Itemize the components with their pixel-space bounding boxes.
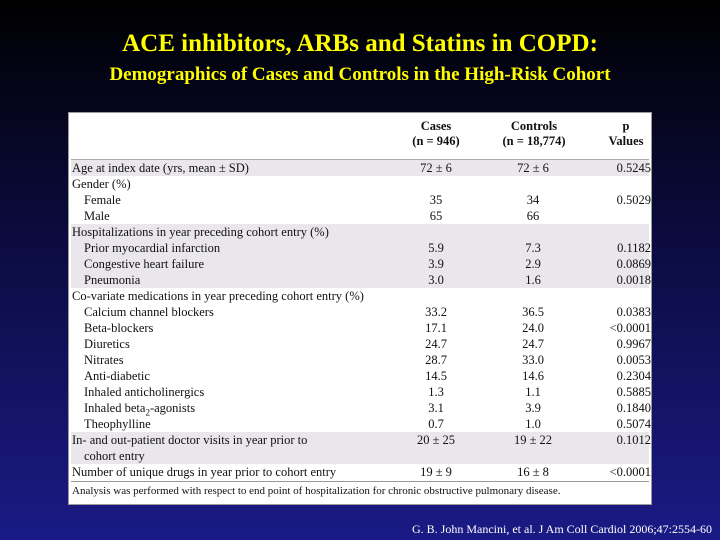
row-label: Number of unique drugs in year prior to cohort entry xyxy=(72,465,337,479)
row-label: Congestive heart failure xyxy=(84,257,205,271)
slide-subtitle: Demographics of Cases and Controls in the High-Risk Cohort xyxy=(109,64,611,85)
cases-value: 24.7 xyxy=(425,337,447,351)
controls-value: 24.0 xyxy=(522,321,544,335)
table-row xyxy=(71,320,649,336)
controls-value: 1.1 xyxy=(525,385,541,399)
header-cases-n: (n = 946) xyxy=(412,134,460,148)
row-label: Age at index date (yrs, mean ± SD) xyxy=(72,161,249,175)
table-row xyxy=(71,159,649,176)
cases-value: 35 xyxy=(429,193,443,207)
p-value: 0.0053 xyxy=(616,353,651,367)
p-value: <0.0001 xyxy=(609,321,651,335)
table-row xyxy=(71,400,649,416)
cases-value: 72 ± 6 xyxy=(420,161,452,175)
header-controls-n: (n = 18,774) xyxy=(502,134,566,148)
p-value: 0.0869 xyxy=(616,257,651,271)
table-row xyxy=(71,224,649,240)
row-label: Inhaled anticholinergics xyxy=(84,385,205,399)
p-value: 0.9967 xyxy=(616,337,651,351)
p-value: 0.0018 xyxy=(616,273,651,287)
row-label-main: Inhaled beta xyxy=(84,401,146,415)
row-label-tail: -agonists xyxy=(149,401,196,415)
row-label: Theophylline xyxy=(84,417,151,431)
cases-value: 0.7 xyxy=(428,417,444,431)
p-value: 0.1840 xyxy=(616,401,651,415)
header-p-values xyxy=(596,119,656,149)
header-cases-title: Cases xyxy=(420,119,452,133)
row-label: Gender (%) xyxy=(72,177,131,191)
row-label: Co-variate medications in year preceding cohort entry (%) xyxy=(72,289,364,303)
cases-value: 1.3 xyxy=(428,385,444,399)
cases-value: 28.7 xyxy=(425,353,447,367)
cases-value: 3.1 xyxy=(428,401,444,415)
row-label: Pneumonia xyxy=(84,273,141,287)
cases-value: 65 xyxy=(429,209,443,223)
row-label: Diuretics xyxy=(84,337,130,351)
header-controls xyxy=(491,119,577,149)
table-header xyxy=(71,117,649,165)
table-row xyxy=(71,384,649,400)
controls-value: 3.9 xyxy=(525,401,541,415)
p-value: 0.5885 xyxy=(616,385,651,399)
p-value: 0.5029 xyxy=(616,193,651,207)
cases-value: 3.9 xyxy=(428,257,444,271)
table-row xyxy=(71,352,649,368)
controls-value: 19 ± 22 xyxy=(513,433,553,447)
controls-value: 16 ± 8 xyxy=(517,465,549,479)
cases-value: 17.1 xyxy=(425,321,447,335)
controls-value: 24.7 xyxy=(522,337,544,351)
header-cases xyxy=(404,119,468,149)
cases-value: 19 ± 9 xyxy=(420,465,452,479)
row-label: Beta-blockers xyxy=(84,321,154,335)
row-label-continued: cohort entry xyxy=(84,449,145,463)
controls-value: 66 xyxy=(526,209,540,223)
table-row xyxy=(71,208,649,224)
controls-value: 36.5 xyxy=(522,305,544,319)
table-row xyxy=(71,336,649,352)
cases-value: 3.0 xyxy=(428,273,444,287)
controls-value: 1.6 xyxy=(525,273,541,287)
p-value: 0.2304 xyxy=(616,369,651,383)
header-p: p xyxy=(622,119,630,133)
p-value: <0.0001 xyxy=(609,465,651,479)
demographics-table xyxy=(68,112,652,505)
row-label: Calcium channel blockers xyxy=(84,305,214,319)
table-row xyxy=(71,368,649,384)
table-row xyxy=(71,464,649,480)
p-value: 0.1182 xyxy=(617,241,651,255)
row-label: Anti-diabetic xyxy=(84,369,150,383)
citation: G. B. John Mancini, et al. J Am Coll Cardiol 2006;47:2554-60 xyxy=(412,522,712,536)
p-value: 0.5074 xyxy=(616,417,651,431)
table-row xyxy=(71,416,649,432)
table-row xyxy=(71,240,649,256)
table-row xyxy=(71,288,649,304)
cases-value: 20 ± 25 xyxy=(416,433,456,447)
p-value: 0.5245 xyxy=(616,161,651,175)
controls-value: 72 ± 6 xyxy=(517,161,549,175)
header-values: Values xyxy=(608,134,644,148)
row-label: Hospitalizations in year preceding cohort entry (%) xyxy=(72,225,329,239)
table-row xyxy=(71,304,649,320)
controls-value: 1.0 xyxy=(525,417,541,431)
table-row xyxy=(71,432,649,464)
controls-value: 14.6 xyxy=(522,369,544,383)
table-row xyxy=(71,272,649,288)
row-label: Prior myocardial infarction xyxy=(84,241,221,255)
slide-title: ACE inhibitors, ARBs and Statins in COPD: xyxy=(122,30,598,57)
p-value: 0.0383 xyxy=(616,305,651,319)
row-label: Nitrates xyxy=(84,353,124,367)
controls-value: 7.3 xyxy=(525,241,541,255)
row-label-subscript: 2 xyxy=(145,407,150,418)
header-controls-title: Controls xyxy=(510,119,558,133)
table-body xyxy=(71,159,649,480)
table-footnote: Analysis was performed with respect to end point of hospitalization for chronic obstructive pulmonary disease. xyxy=(71,481,649,499)
row-label: Male xyxy=(84,209,110,223)
table-row xyxy=(71,192,649,208)
table-row xyxy=(71,176,649,192)
controls-value: 2.9 xyxy=(525,257,541,271)
controls-value: 34 xyxy=(526,193,540,207)
table-row xyxy=(71,256,649,272)
controls-value: 33.0 xyxy=(522,353,544,367)
row-label: Female xyxy=(84,193,121,207)
cases-value: 14.5 xyxy=(425,369,447,383)
row-label: In- and out-patient doctor visits in year prior to xyxy=(72,433,308,447)
cases-value: 5.9 xyxy=(428,241,444,255)
cases-value: 33.2 xyxy=(425,305,447,319)
p-value: 0.1012 xyxy=(616,433,651,447)
